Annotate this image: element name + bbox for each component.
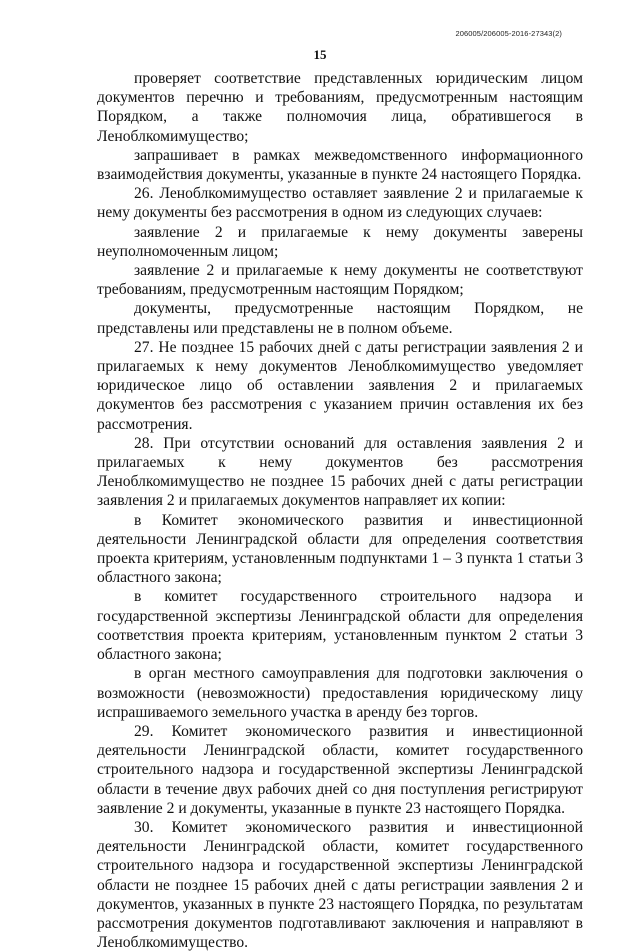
paragraph: 29. Комитет экономического развития и инвестиционной деятельности Ленинградской области, комитет государственного строительного надзора и государственной экспертизы Ленинградской области в течение двух рабочих дней со дня поступления регистрируют заявление 2 и документы, указанные в пункте 23 настоящего Порядка. [97, 722, 583, 817]
paragraph: документы, предусмотренные настоящим Порядком, не представлены или представлены не в полном объеме. [97, 300, 583, 337]
paragraph: 27. Не позднее 15 рабочих дней с даты регистрации заявления 2 и прилагаемых к нему документов Леноблкомимущество уведомляет юридическое лицо об оставлении заявления 2 и прилагаемых документов без рассмотрения с указанием причин оставления их без рассмотрения. [97, 338, 583, 433]
paragraph: в комитет государственного строительного надзора и государственной экспертизы Ленинградской области для определения соответствия проекта критериям, установленным пунктом 2 статьи 3 областного закона; [97, 588, 583, 664]
paragraph: в орган местного самоуправления для подготовки заключения о возможности (невозможности) предоставления юридическому лицу испрашиваемого земельного участка в аренду без торгов. [97, 665, 583, 721]
paragraph: заявление 2 и прилагаемые к нему документы не соответствуют требованиям, предусмотренным настоящим Порядком; [97, 262, 583, 299]
paragraph: запрашивает в рамках межведомственного информационного взаимодействия документы, указанные в пункте 24 настоящего Порядка. [97, 146, 583, 184]
paragraph: 28. При отсутствии оснований для оставления заявления 2 и прилагаемых к нему документов без рассмотрения Леноблкомимущество не позднее 15 рабочих дней с даты регистрации заявления 2 и прилагаемых документов направляет их копии: [97, 434, 583, 510]
document-id: 206005/206005-2016-27343(2) [455, 29, 562, 38]
paragraph: заявление 2 и прилагаемые к нему документы заверены неуполномоченным лицом; [97, 223, 583, 260]
paragraph: проверяет соответствие представленных юридическим лицом документов перечню и требованиям, предусмотренным настоящим Порядком, а также полномочия лица, обратившегося в Леноблкомимущество; [97, 70, 583, 145]
paragraph: в Комитет экономического развития и инвестиционной деятельности Ленинградской области для определения соответствия проекта критериям, установленным подпунктами 1 – 3 пункта 1 статьи 3 областного закона; [97, 511, 583, 587]
page-number: 15 [313, 47, 327, 62]
document-body [97, 69, 583, 952]
paragraph: 30. Комитет экономического развития и инвестиционной деятельности Ленинградской области, комитет государственного строительного надзора и государственной экспертизы Ленинградской области не позднее 15 рабочих дней с даты регистрации заявления 2 и документов, указанных в пункте 23 настоящего Порядка, по результатам рассмотрения документов подготавливают заключения и направляют в Леноблкомимущество. [97, 818, 583, 952]
paragraph: 26. Леноблкомимущество оставляет заявление 2 и прилагаемые к нему документы без рассмотрения в одном из следующих случаев: [97, 185, 583, 222]
